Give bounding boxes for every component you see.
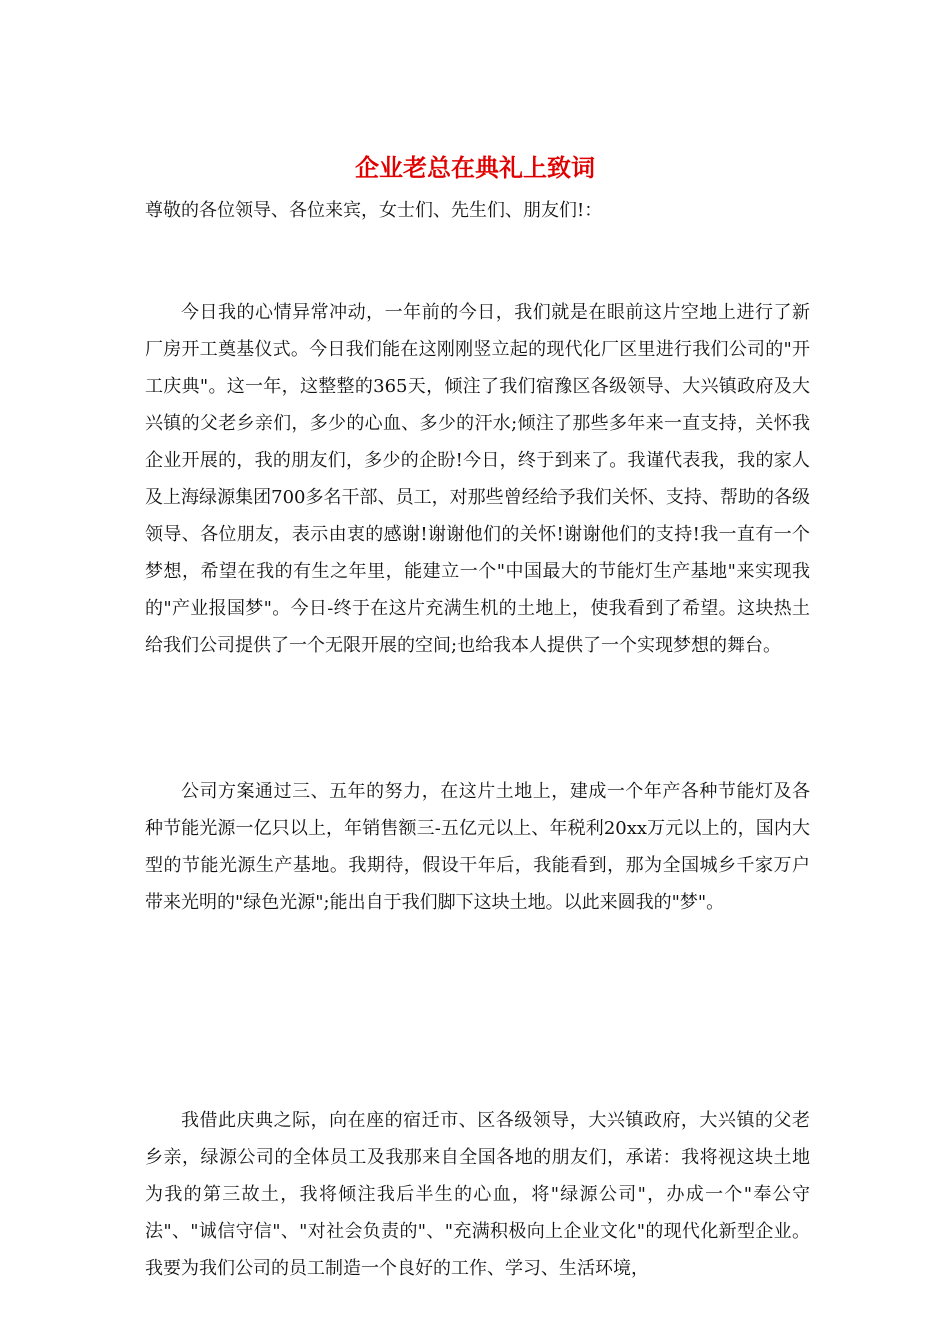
salutation: 尊敬的各位领导、各位来宾，女士们、先生们、朋友们!： [145,200,603,221]
paragraph-1: 今日我的心情异常冲动，一年前的今日，我们就是在眼前这片空地上进行了新厂房开工奠基仪式。今日我们能在这刚刚竖立起的现代化厂区里进行我们公司的"开工庆典"。这一年，这整整的365天，倾注了我们宿豫区各级领导、大兴镇政府及大兴镇的父老乡亲们，多少的心血、多少的汗水;倾注了那些多年来一直支持，关怀我企业开展的，我的朋友们，多少的企盼!今日，终于到来了。我谨代表我，我的家人及上海绿源集团700多名干部、员工，对那些曾经给予我们关怀、支持、帮助的各级领导、各位朋友，表示由衷的感谢!谢谢他们的关怀!谢谢他们的支持!我一直有一个梦想，希望在我的有生之年里，能建立一个"中国最大的节能灯生产基地"来实现我的"产业报国梦"。今日-终于在这片充满生机的土地上，使我看到了希望。这块热土给我们公司提供了一个无限开展的空间;也给我本人提供了一个实现梦想的舞台。 [145,302,810,656]
document-title: 企业老总在典礼上致词 [355,153,595,182]
paragraph-2: 公司方案通过三、五年的努力，在这片土地上，建成一个年产各种节能灯及各种节能光源一亿只以上，年销售额三-五亿元以上、年税利20xx万元以上的，国内大型的节能光源生产基地。我期待，假设干年后，我能看到，那为全国城乡千家万户带来光明的"绿色光源";能出自于我们脚下这块土地。以此来圆我的"梦"。 [145,781,810,913]
paragraph-3: 我借此庆典之际，向在座的宿迁市、区各级领导，大兴镇政府，大兴镇的父老乡亲，绿源公司的全体员工及我那来自全国各地的朋友们，承诺：我将视这块土地为我的第三故土，我将倾注我后半生的心血，将"绿源公司"，办成一个"奉公守法"、"诚信守信"、"对社会负责的"、"充满积极向上企业文化"的现代化新型企业。我要为我们公司的员工制造一个良好的工作、学习、生活环境， [145,1110,810,1279]
